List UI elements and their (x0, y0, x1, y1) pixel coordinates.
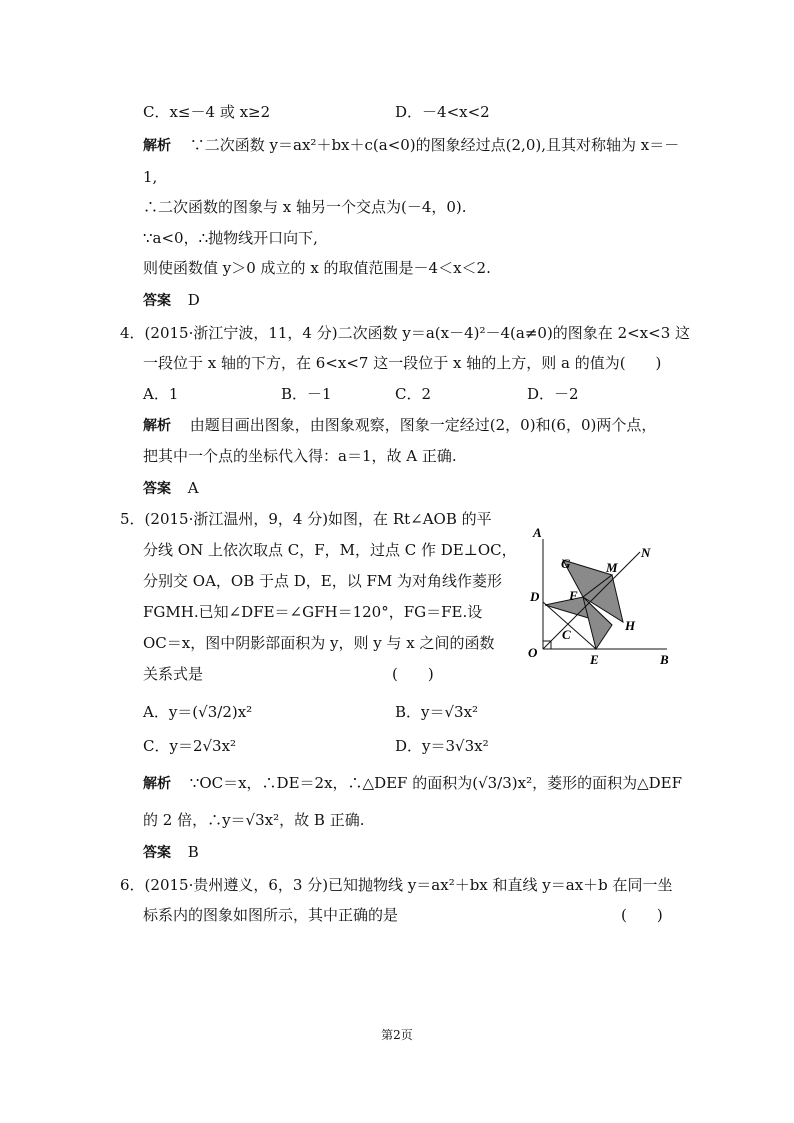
question-5-line: OC＝x，图中阴影部面积为 y，则 y 与 x 之间的函数 (143, 634, 495, 652)
page-number: 第2页 (381, 1028, 413, 1042)
analysis-line: 1, (143, 168, 158, 186)
analysis-line: ∵a<0，∴抛物线开口向下, (143, 229, 318, 247)
option-a: A．1 (143, 385, 179, 403)
option-d: D．－4<x<2 (395, 103, 490, 121)
analysis-label: 解析 (143, 138, 171, 154)
question-4-line: 4．(2015·浙江宁波，11，4 分)二次函数 y＝a(x－4)²－4(a≠0)的图象在 2<x<3 这 (120, 324, 691, 342)
analysis-line (143, 773, 682, 794)
bisector-on (543, 552, 640, 649)
answer-line (143, 290, 200, 311)
label-d: D (530, 589, 540, 604)
analysis-line: 的 2 倍，∴y＝√3x²，故 B 正确. (143, 811, 365, 829)
geometry-figure (520, 522, 680, 672)
answer-value: D (187, 291, 200, 309)
question-5-line: FGMH.已知∠DFE＝∠GFH＝120°，FG＝FE.设 (143, 603, 483, 621)
question-5-line: 5．(2015·浙江温州，9，4 分)如图，在 Rt∠AOB 的平 (120, 510, 492, 528)
option-c: C．2 (395, 385, 432, 403)
answer-line (143, 478, 199, 499)
option-b: B．y＝√3x² (395, 703, 479, 721)
answer-line (143, 842, 199, 863)
option-a: A．y＝(√3/2)x² (143, 703, 253, 721)
option-b: B．－1 (281, 385, 332, 403)
analysis-label: 解析 (143, 776, 171, 792)
answer-blank: ( ) (392, 665, 434, 683)
label-n: N (641, 545, 651, 560)
label-o: O (528, 645, 538, 660)
option-d: D．－2 (527, 385, 579, 403)
label-m: M (606, 560, 618, 575)
label-b: B (660, 652, 669, 667)
analysis-text: ∵二次函数 y＝ax²＋bx＋c(a<0)的图象经过点(2,0),且其对称轴为 x＝－ (189, 136, 680, 154)
label-a: A (533, 525, 542, 540)
answer-label: 答案 (143, 845, 171, 861)
label-c: C (562, 627, 571, 642)
answer-label: 答案 (143, 481, 171, 497)
question-5-line: 分别交 OA，OB 于点 D，E，以 FM 为对角线作菱形 (143, 572, 503, 590)
answer-value: A (187, 479, 199, 497)
analysis-line: ∴二次函数的图象与 x 轴另一个交点为(－4，0). (143, 198, 467, 216)
analysis-line (143, 135, 679, 156)
label-f: F (569, 588, 578, 603)
answer-label: 答案 (143, 293, 171, 309)
option-c: C．x≤－4 或 x≥2 (143, 103, 271, 121)
label-e: E (590, 652, 599, 667)
question-5-line: 关系式是 (143, 665, 204, 683)
analysis-line (143, 415, 656, 436)
label-h: H (625, 618, 636, 633)
analysis-line: 把其中一个点的坐标代入得：a＝1，故 A 正确. (143, 447, 457, 465)
question-6-line: 标系内的图象如图所示，其中正确的是 (143, 906, 399, 924)
option-d: D．y＝3√3x² (395, 737, 489, 755)
question-4-line: 一段位于 x 轴的下方，在 6<x<7 这一段位于 x 轴的上方，则 a 的值为( ) (143, 354, 662, 372)
analysis-text: ∵OC＝x，∴DE＝2x，∴△DEF 的面积为(√3/3)x²，菱形的面积为△DEF (189, 774, 683, 792)
question-6-line: 6．(2015·贵州遵义，6，3 分)已知抛物线 y＝ax²＋bx 和直线 y＝ax＋b 在同一坐 (120, 876, 673, 894)
answer-blank: ( ) (621, 906, 663, 924)
question-5-line: 分线 ON 上依次取点 C，F，M，过点 C 作 DE⊥OC， (143, 541, 517, 559)
analysis-line: 则使函数值 y＞0 成立的 x 的取值范围是－4＜x＜2. (143, 259, 491, 277)
answer-value: B (187, 843, 199, 861)
option-c: C．y＝2√3x² (143, 737, 237, 755)
analysis-text: 由题目画出图象，由图象观察，图象一定经过(2，0)和(6，0)两个点， (189, 416, 657, 434)
label-g: G (561, 556, 571, 571)
analysis-label: 解析 (143, 418, 171, 434)
